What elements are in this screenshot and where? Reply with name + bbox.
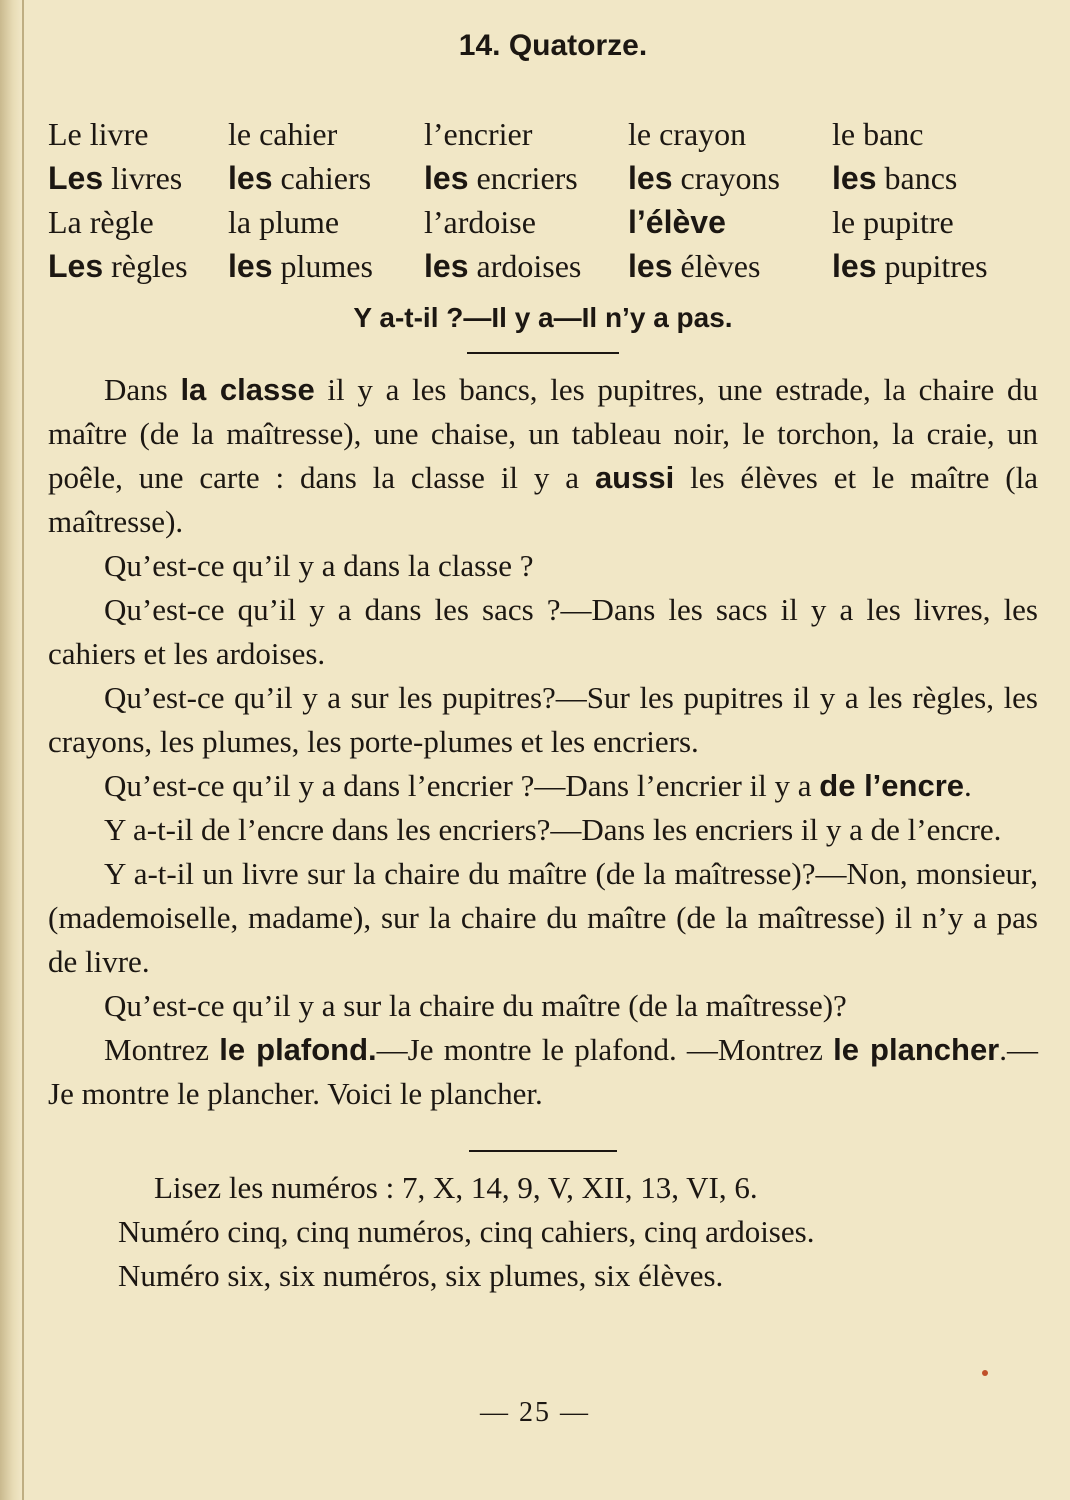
vocab-article: les: [424, 159, 469, 196]
vocab-cell: [628, 156, 832, 200]
vocab-cell: [832, 156, 1038, 200]
paragraph-plafond: [48, 1028, 1038, 1116]
vocab-article: les: [424, 247, 469, 284]
vocab-cell: [228, 156, 424, 200]
text-run: Dans: [104, 372, 181, 407]
vocab-row: [48, 200, 1038, 244]
vocab-cell: La règle: [48, 203, 154, 240]
page-content: [48, 24, 1038, 1298]
page-binding-edge: [22, 0, 24, 1500]
vocab-row: [48, 244, 1038, 288]
vocabulary-table: [48, 112, 1038, 288]
paragraph-pupitres: Qu’est-ce qu’il y a sur les pupitres?—Sur les pupitres il y a les règles, les crayons, les plumes, les porte-plumes et les encriers.: [48, 680, 1038, 759]
divider: [467, 352, 619, 354]
vocab-cell: la plume: [228, 203, 340, 240]
number-five-line: Numéro cinq, cinq numéros, cinq cahiers, cinq ardoises.: [118, 1214, 815, 1249]
vocab-article: les: [832, 247, 877, 284]
page-number: — 25 —: [480, 1397, 590, 1428]
vocab-cell: [424, 244, 628, 288]
vocab-row: [48, 156, 1038, 200]
vocab-cell: le crayon: [628, 115, 747, 152]
page-binding-shadow: [0, 0, 22, 1500]
paragraph-encrier: [48, 764, 1038, 808]
vocab-cell: l’élève: [628, 203, 726, 240]
vocab-row: [48, 112, 1038, 156]
text-run: .: [964, 768, 972, 803]
bold-term: le plancher: [833, 1032, 1000, 1067]
vocab-cell: [48, 156, 228, 200]
vocab-noun: crayons: [672, 159, 780, 196]
vocab-article: les: [228, 159, 273, 196]
text-run: .—Je montre le plancher. Voici le plancher.: [48, 1032, 1038, 1111]
vocab-cell: [48, 244, 228, 288]
vocab-cell: l’ardoise: [424, 203, 536, 240]
vocab-cell: le cahier: [228, 115, 338, 152]
text-run: —Je montre le plafond. —Montrez: [376, 1032, 834, 1067]
bold-term: aussi: [594, 460, 675, 495]
text-run: les élèves et le maître (la maîtresse).: [48, 460, 1038, 539]
paragraph-chaire-livre: Y a-t-il un livre sur la chaire du maître (de la maîtresse)?—Non, monsieur, (mademoiselle, madame), sur la chaire du maître (de la maîtresse) il n’y a pas de livre.: [48, 856, 1038, 979]
paragraph-encriers: Y a-t-il de l’encre dans les encriers?—Dans les encriers il y a de l’encre.: [104, 812, 1002, 847]
ink-spot: [982, 1370, 988, 1376]
text-run: Qu’est-ce qu’il y a dans l’encrier ?—Dans l’encrier il y a: [104, 768, 820, 803]
vocab-cell: [228, 244, 424, 288]
lesson-heading: 14. Quatorze.: [458, 29, 648, 62]
vocab-noun: règles: [103, 247, 188, 284]
paragraph-classe: [48, 368, 1038, 544]
paragraph-sacs: Qu’est-ce qu’il y a dans les sacs ?—Dans les sacs il y a les livres, les cahiers et les ardoises.: [48, 592, 1038, 671]
vocab-cell: Le livre: [48, 115, 149, 152]
vocab-noun: élèves: [672, 247, 761, 284]
paragraph-chaire-question: Qu’est-ce qu’il y a sur la chaire du maître (de la maîtresse)?: [104, 988, 847, 1023]
vocab-cell: le banc: [832, 115, 924, 152]
divider: [469, 1150, 617, 1152]
text-run: Montrez: [104, 1032, 220, 1067]
numbers-exercise: Lisez les numéros : 7, X, 14, 9, V, XII, 13, VI, 6.: [154, 1170, 758, 1205]
vocab-cell: l’encrier: [424, 115, 533, 152]
vocab-article: Les: [48, 159, 104, 196]
vocab-noun: livres: [103, 159, 183, 196]
vocab-article: les: [628, 159, 673, 196]
vocab-article: les: [228, 247, 273, 284]
vocab-noun: pupitres: [876, 247, 988, 284]
vocab-cell: [832, 244, 1038, 288]
vocab-noun: plumes: [272, 247, 373, 284]
section-subtitle: Y a-t-il ?—Il y a—Il n’y a pas.: [353, 302, 733, 333]
vocab-cell: [424, 156, 628, 200]
number-six-line: Numéro six, six numéros, six plumes, six élèves.: [118, 1258, 724, 1293]
vocab-noun: encriers: [468, 159, 578, 196]
text-run: il y a les bancs, les pupitres, une estrade, la chaire du maître (de la maîtresse), une chaise, un tableau noir, le torchon, la craie, un poêle, une carte : dans la classe il y a: [48, 372, 1038, 495]
bold-term: la classe: [180, 372, 315, 407]
bold-term: le plafond.: [219, 1032, 377, 1067]
paragraph-question: Qu’est-ce qu’il y a dans la classe ?: [104, 548, 534, 583]
bold-term: de l’encre: [819, 768, 965, 803]
vocab-article: les: [832, 159, 877, 196]
vocab-cell: le pupitre: [832, 203, 954, 240]
vocab-noun: cahiers: [272, 159, 372, 196]
vocab-noun: ardoises: [468, 247, 582, 284]
vocab-noun: bancs: [876, 159, 958, 196]
vocab-article: les: [628, 247, 673, 284]
vocab-cell: [628, 244, 832, 288]
vocab-article: Les: [48, 247, 104, 284]
